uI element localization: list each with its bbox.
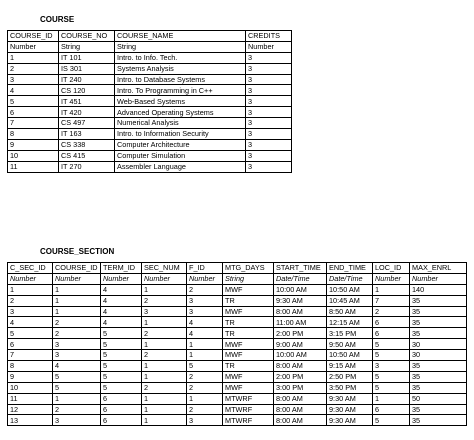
- table-row: [8, 118, 292, 129]
- table-row: [8, 328, 467, 339]
- type-cell: Number: [101, 273, 142, 284]
- column-header: TERM_ID: [101, 263, 142, 274]
- table-cell: 10:50 AM: [327, 350, 373, 361]
- table-cell: 3: [246, 85, 292, 96]
- table-cell: 5: [373, 382, 410, 393]
- table-cell: 8:00 AM: [274, 306, 327, 317]
- table-cell: 8:00 AM: [274, 415, 327, 426]
- course-section-table-title: COURSE_SECTION: [40, 247, 115, 256]
- table-cell: 8:00 AM: [274, 361, 327, 372]
- table-cell: 7: [8, 350, 53, 361]
- table-cell: TR: [223, 295, 274, 306]
- column-header: MTG_DAYS: [223, 263, 274, 274]
- column-header: COURSE_NAME: [115, 31, 246, 42]
- table-cell: 1: [142, 339, 187, 350]
- table-cell: CS 120: [59, 85, 115, 96]
- column-header: COURSE_NO: [59, 31, 115, 42]
- table-cell: 1: [142, 404, 187, 415]
- type-cell: Number: [373, 273, 410, 284]
- table-cell: 1: [373, 393, 410, 404]
- table-cell: 5: [373, 339, 410, 350]
- type-row: [8, 273, 467, 284]
- table-cell: 2: [187, 404, 223, 415]
- table-cell: 8:50 AM: [327, 306, 373, 317]
- table-cell: 2:00 PM: [274, 328, 327, 339]
- type-cell: Date/Time: [274, 273, 327, 284]
- header-row: [8, 263, 467, 274]
- table-cell: 3:00 PM: [274, 382, 327, 393]
- table-cell: 12: [8, 404, 53, 415]
- table-row: [8, 382, 467, 393]
- table-cell: 3: [142, 306, 187, 317]
- table-cell: 4: [101, 317, 142, 328]
- table-cell: 3: [246, 129, 292, 140]
- table-cell: 10:50 AM: [327, 284, 373, 295]
- table-cell: 4: [101, 284, 142, 295]
- column-header: C_SEC_ID: [8, 263, 53, 274]
- table-cell: 6: [8, 107, 59, 118]
- table-row: [8, 284, 467, 295]
- table-cell: MTWRF: [223, 415, 274, 426]
- table-cell: 3: [373, 361, 410, 372]
- table-cell: MWF: [223, 350, 274, 361]
- table-cell: 6: [101, 415, 142, 426]
- table-row: [8, 107, 292, 118]
- table-cell: Numerical Analysis: [115, 118, 246, 129]
- table-cell: Systems Analysis: [115, 63, 246, 74]
- type-cell: Number: [410, 273, 467, 284]
- table-cell: 6: [101, 393, 142, 404]
- table-cell: Intro. to Database Systems: [115, 74, 246, 85]
- table-cell: 8: [8, 129, 59, 140]
- table-cell: 11: [8, 393, 53, 404]
- table-cell: MWF: [223, 306, 274, 317]
- table-cell: Intro. to Info. Tech.: [115, 52, 246, 63]
- type-cell: Number: [8, 41, 59, 52]
- table-row: [8, 85, 292, 96]
- table-cell: 8:00 AM: [274, 404, 327, 415]
- column-header: MAX_ENRL: [410, 263, 467, 274]
- table-cell: 10:00 AM: [274, 284, 327, 295]
- table-cell: 3: [246, 52, 292, 63]
- table-cell: 2:00 PM: [274, 371, 327, 382]
- table-cell: 4: [187, 317, 223, 328]
- table-cell: Advanced Operating Systems: [115, 107, 246, 118]
- table-row: [8, 161, 292, 172]
- table-cell: Computer Architecture: [115, 139, 246, 150]
- table-row: [8, 339, 467, 350]
- table-cell: 5: [101, 371, 142, 382]
- table-cell: 4: [8, 85, 59, 96]
- table-row: [8, 63, 292, 74]
- table-cell: 30: [410, 339, 467, 350]
- table-row: [8, 139, 292, 150]
- type-cell: Date/Time: [327, 273, 373, 284]
- table-cell: 4: [53, 361, 101, 372]
- table-cell: TR: [223, 317, 274, 328]
- table-cell: 9:15 AM: [327, 361, 373, 372]
- table-cell: 1: [142, 361, 187, 372]
- table-cell: IT 163: [59, 129, 115, 140]
- table-cell: 5: [101, 328, 142, 339]
- table-cell: 2: [8, 63, 59, 74]
- table-cell: 10:00 AM: [274, 350, 327, 361]
- table-cell: Intro. to Information Security: [115, 129, 246, 140]
- table-cell: 5: [101, 361, 142, 372]
- table-cell: 35: [410, 295, 467, 306]
- type-cell: Number: [8, 273, 53, 284]
- table-row: [8, 306, 467, 317]
- table-cell: 35: [410, 382, 467, 393]
- table-cell: 4: [187, 328, 223, 339]
- table-cell: 9:30 AM: [327, 404, 373, 415]
- table-cell: 1: [187, 339, 223, 350]
- column-header: CREDITS: [246, 31, 292, 42]
- table-cell: MWF: [223, 284, 274, 295]
- table-cell: Computer Simulation: [115, 150, 246, 161]
- table-row: [8, 404, 467, 415]
- table-row: [8, 393, 467, 404]
- table-cell: 6: [373, 317, 410, 328]
- table-cell: 9: [8, 371, 53, 382]
- table-cell: 3: [53, 339, 101, 350]
- table-cell: 2: [142, 350, 187, 361]
- table-cell: 5: [101, 350, 142, 361]
- type-row: [8, 41, 292, 52]
- table-cell: MWF: [223, 371, 274, 382]
- table-cell: 3: [53, 350, 101, 361]
- type-cell: String: [59, 41, 115, 52]
- column-header: START_TIME: [274, 263, 327, 274]
- table-cell: 3: [8, 74, 59, 85]
- table-cell: 4: [101, 306, 142, 317]
- table-cell: 1: [53, 306, 101, 317]
- table-cell: 5: [8, 328, 53, 339]
- course-table: [7, 30, 292, 173]
- table-row: [8, 74, 292, 85]
- column-header: LOC_ID: [373, 263, 410, 274]
- course-table-title: COURSE: [40, 15, 75, 24]
- table-cell: 12:15 AM: [327, 317, 373, 328]
- table-cell: 6: [101, 404, 142, 415]
- table-row: [8, 317, 467, 328]
- table-cell: Intro. To Programming in C++: [115, 85, 246, 96]
- table-cell: 1: [53, 393, 101, 404]
- table-cell: MWF: [223, 339, 274, 350]
- table-cell: 4: [101, 295, 142, 306]
- table-cell: 35: [410, 415, 467, 426]
- table-row: [8, 52, 292, 63]
- table-cell: 3: [246, 63, 292, 74]
- table-cell: 3: [246, 118, 292, 129]
- table-cell: 1: [373, 284, 410, 295]
- table-cell: 1: [53, 295, 101, 306]
- table-cell: 9:00 AM: [274, 339, 327, 350]
- table-cell: CS 497: [59, 118, 115, 129]
- table-cell: 3: [246, 150, 292, 161]
- table-cell: IS 301: [59, 63, 115, 74]
- table-cell: 11: [8, 161, 59, 172]
- table-cell: 6: [373, 404, 410, 415]
- column-header: COURSE_ID: [8, 31, 59, 42]
- table-row: [8, 350, 467, 361]
- table-cell: 3:50 PM: [327, 382, 373, 393]
- table-cell: TR: [223, 328, 274, 339]
- table-row: [8, 415, 467, 426]
- table-cell: 1: [142, 284, 187, 295]
- table-cell: 2: [187, 371, 223, 382]
- table-cell: MWF: [223, 382, 274, 393]
- table-cell: 50: [410, 393, 467, 404]
- table-row: [8, 96, 292, 107]
- table-cell: 9:30 AM: [274, 295, 327, 306]
- table-cell: 35: [410, 306, 467, 317]
- table-cell: 1: [142, 393, 187, 404]
- type-cell: Number: [246, 41, 292, 52]
- table-cell: 35: [410, 404, 467, 415]
- table-cell: IT 240: [59, 74, 115, 85]
- table-row: [8, 371, 467, 382]
- table-cell: MTWRF: [223, 393, 274, 404]
- table-row: [8, 361, 467, 372]
- table-cell: 1: [8, 52, 59, 63]
- table-cell: 10:45 AM: [327, 295, 373, 306]
- table-cell: 13: [8, 415, 53, 426]
- table-cell: 5: [373, 350, 410, 361]
- table-cell: 5: [53, 371, 101, 382]
- table-cell: 2: [53, 404, 101, 415]
- table-cell: 1: [187, 350, 223, 361]
- column-header: SEC_NUM: [142, 263, 187, 274]
- table-cell: 9: [8, 139, 59, 150]
- table-cell: 2: [142, 295, 187, 306]
- table-cell: 2: [142, 382, 187, 393]
- table-cell: 3: [187, 306, 223, 317]
- table-cell: 140: [410, 284, 467, 295]
- table-cell: 5: [101, 382, 142, 393]
- table-cell: 9:30 AM: [327, 415, 373, 426]
- table-cell: 11:00 AM: [274, 317, 327, 328]
- type-cell: Number: [142, 273, 187, 284]
- table-cell: 2: [187, 382, 223, 393]
- table-cell: 3: [246, 139, 292, 150]
- table-cell: 3: [53, 415, 101, 426]
- table-cell: 2: [8, 295, 53, 306]
- table-cell: 3: [246, 161, 292, 172]
- table-cell: 9:50 AM: [327, 339, 373, 350]
- table-cell: 5: [373, 371, 410, 382]
- table-cell: IT 420: [59, 107, 115, 118]
- type-cell: Number: [53, 273, 101, 284]
- table-row: [8, 129, 292, 140]
- table-row: [8, 150, 292, 161]
- table-cell: 30: [410, 350, 467, 361]
- table-cell: 10: [8, 150, 59, 161]
- table-cell: 3: [8, 306, 53, 317]
- table-cell: 35: [410, 328, 467, 339]
- table-cell: 2: [142, 328, 187, 339]
- table-cell: 2: [53, 328, 101, 339]
- header-row: [8, 31, 292, 42]
- table-cell: 9:30 AM: [327, 393, 373, 404]
- table-cell: 8: [8, 361, 53, 372]
- table-cell: 3: [246, 96, 292, 107]
- table-cell: 8:00 AM: [274, 393, 327, 404]
- table-cell: 7: [8, 118, 59, 129]
- table-cell: 2: [187, 284, 223, 295]
- table-cell: 5: [8, 96, 59, 107]
- column-header: END_TIME: [327, 263, 373, 274]
- table-cell: 3:15 PM: [327, 328, 373, 339]
- table-cell: Assembler Language: [115, 161, 246, 172]
- table-cell: 5: [53, 382, 101, 393]
- table-cell: 3: [187, 295, 223, 306]
- type-cell: String: [223, 273, 274, 284]
- table-cell: IT 451: [59, 96, 115, 107]
- table-cell: 2: [53, 317, 101, 328]
- table-cell: 1: [187, 393, 223, 404]
- table-cell: 6: [373, 328, 410, 339]
- table-cell: 35: [410, 317, 467, 328]
- table-cell: 1: [142, 371, 187, 382]
- table-cell: 1: [8, 284, 53, 295]
- course-section-table: [7, 262, 467, 426]
- table-cell: MTWRF: [223, 404, 274, 415]
- table-cell: 3: [246, 74, 292, 85]
- table-cell: 1: [142, 317, 187, 328]
- table-cell: 35: [410, 361, 467, 372]
- table-cell: IT 270: [59, 161, 115, 172]
- column-header: F_ID: [187, 263, 223, 274]
- table-row: [8, 295, 467, 306]
- table-cell: 1: [142, 415, 187, 426]
- table-cell: 1: [53, 284, 101, 295]
- table-cell: 5: [101, 339, 142, 350]
- table-cell: 35: [410, 371, 467, 382]
- type-cell: String: [115, 41, 246, 52]
- table-cell: 5: [187, 361, 223, 372]
- table-cell: 3: [187, 415, 223, 426]
- table-cell: TR: [223, 361, 274, 372]
- table-cell: 7: [373, 295, 410, 306]
- table-cell: CS 415: [59, 150, 115, 161]
- table-cell: 2: [373, 306, 410, 317]
- table-cell: 10: [8, 382, 53, 393]
- table-cell: 4: [8, 317, 53, 328]
- table-cell: CS 338: [59, 139, 115, 150]
- table-cell: Web-Based Systems: [115, 96, 246, 107]
- table-cell: 6: [8, 339, 53, 350]
- column-header: COURSE_ID: [53, 263, 101, 274]
- type-cell: Number: [187, 273, 223, 284]
- table-cell: 2:50 PM: [327, 371, 373, 382]
- table-cell: 3: [246, 107, 292, 118]
- table-cell: 5: [373, 415, 410, 426]
- table-cell: IT 101: [59, 52, 115, 63]
